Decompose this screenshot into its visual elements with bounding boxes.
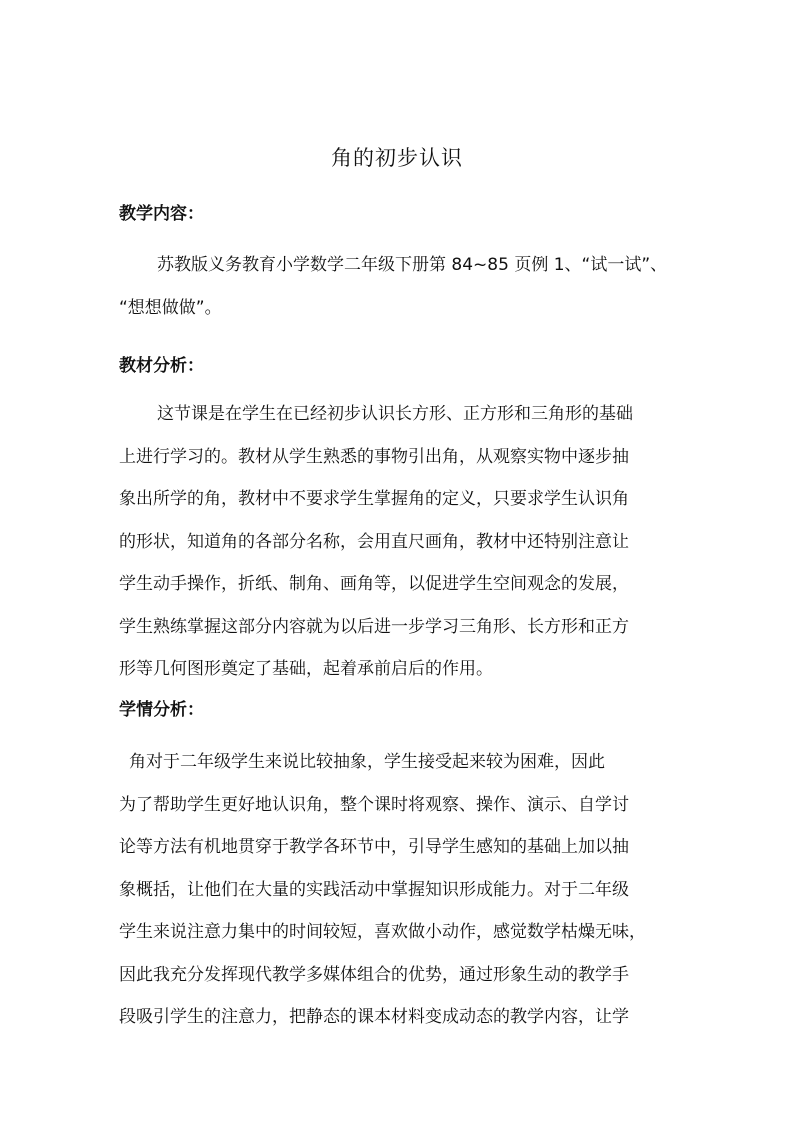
paragraph-line: 这节课是在学生在已经初步认识长方形、正方形和三角形的基础 bbox=[157, 404, 633, 424]
paragraph-line: 的形状，知道角的各部分名称，会用直尺画角，教材中还特别注意让 bbox=[119, 531, 629, 552]
section-heading-teaching-content: 教学内容： bbox=[119, 204, 204, 224]
document-title: 角的初步认识 bbox=[331, 146, 463, 170]
paragraph-line: 论等方法有机地贯穿于教学各环节中，引导学生感知的基础上加以抽 bbox=[119, 837, 629, 857]
section-heading-student-analysis: 学情分析： bbox=[119, 700, 204, 720]
section-body-material-analysis bbox=[119, 393, 701, 691]
section-body-student-analysis bbox=[119, 741, 701, 1039]
paragraph-line: 上进行学习的。教材从学生熟悉的事物引出角，从观察实物中逐步抽 bbox=[119, 446, 629, 467]
paragraph-line: 段吸引学生的注意力，把静态的课本材料变成动态的教学内容，让学 bbox=[119, 1007, 629, 1027]
paragraph-line: 学生动手操作，折纸、制角、画角等，以促进学生空间观念的发展， bbox=[119, 574, 629, 594]
paragraph-line: 学生熟练掌握这部分内容就为以后进一步学习三角形、长方形和正方 bbox=[119, 616, 629, 637]
paragraph-line: “想想做做”。 bbox=[119, 297, 222, 318]
paragraph-line: 象概括，让他们在大量的实践活动中掌握知识形成能力。对于二年级 bbox=[119, 879, 629, 900]
paragraph-line: 为了帮助学生更好地认识角，整个课时将观察、操作、演示、自学讨 bbox=[119, 794, 629, 815]
paragraph-line: 角对于二年级学生来说比较抽象，学生接受起来较为困难，因此 bbox=[129, 752, 605, 772]
section-body-teaching-content bbox=[119, 244, 701, 329]
paragraph-line: 象出所学的角，教材中不要求学生掌握角的定义，只要求学生认识角 bbox=[119, 489, 629, 509]
paragraph-line: 学生来说注意力集中的时间较短，喜欢做小动作，感觉数学枯燥无味， bbox=[119, 922, 646, 942]
paragraph-line: 苏教版义务教育小学数学二年级下册第 84~85 页例 1、“试一试”、 bbox=[157, 255, 668, 275]
paragraph-line: 形等几何图形奠定了基础，起着承前启后的作用。 bbox=[119, 659, 493, 679]
paragraph-line: 因此我充分发挥现代教学多媒体组合的优势，通过形象生动的教学手 bbox=[119, 964, 629, 985]
section-heading-material-analysis: 教材分析： bbox=[119, 356, 204, 376]
